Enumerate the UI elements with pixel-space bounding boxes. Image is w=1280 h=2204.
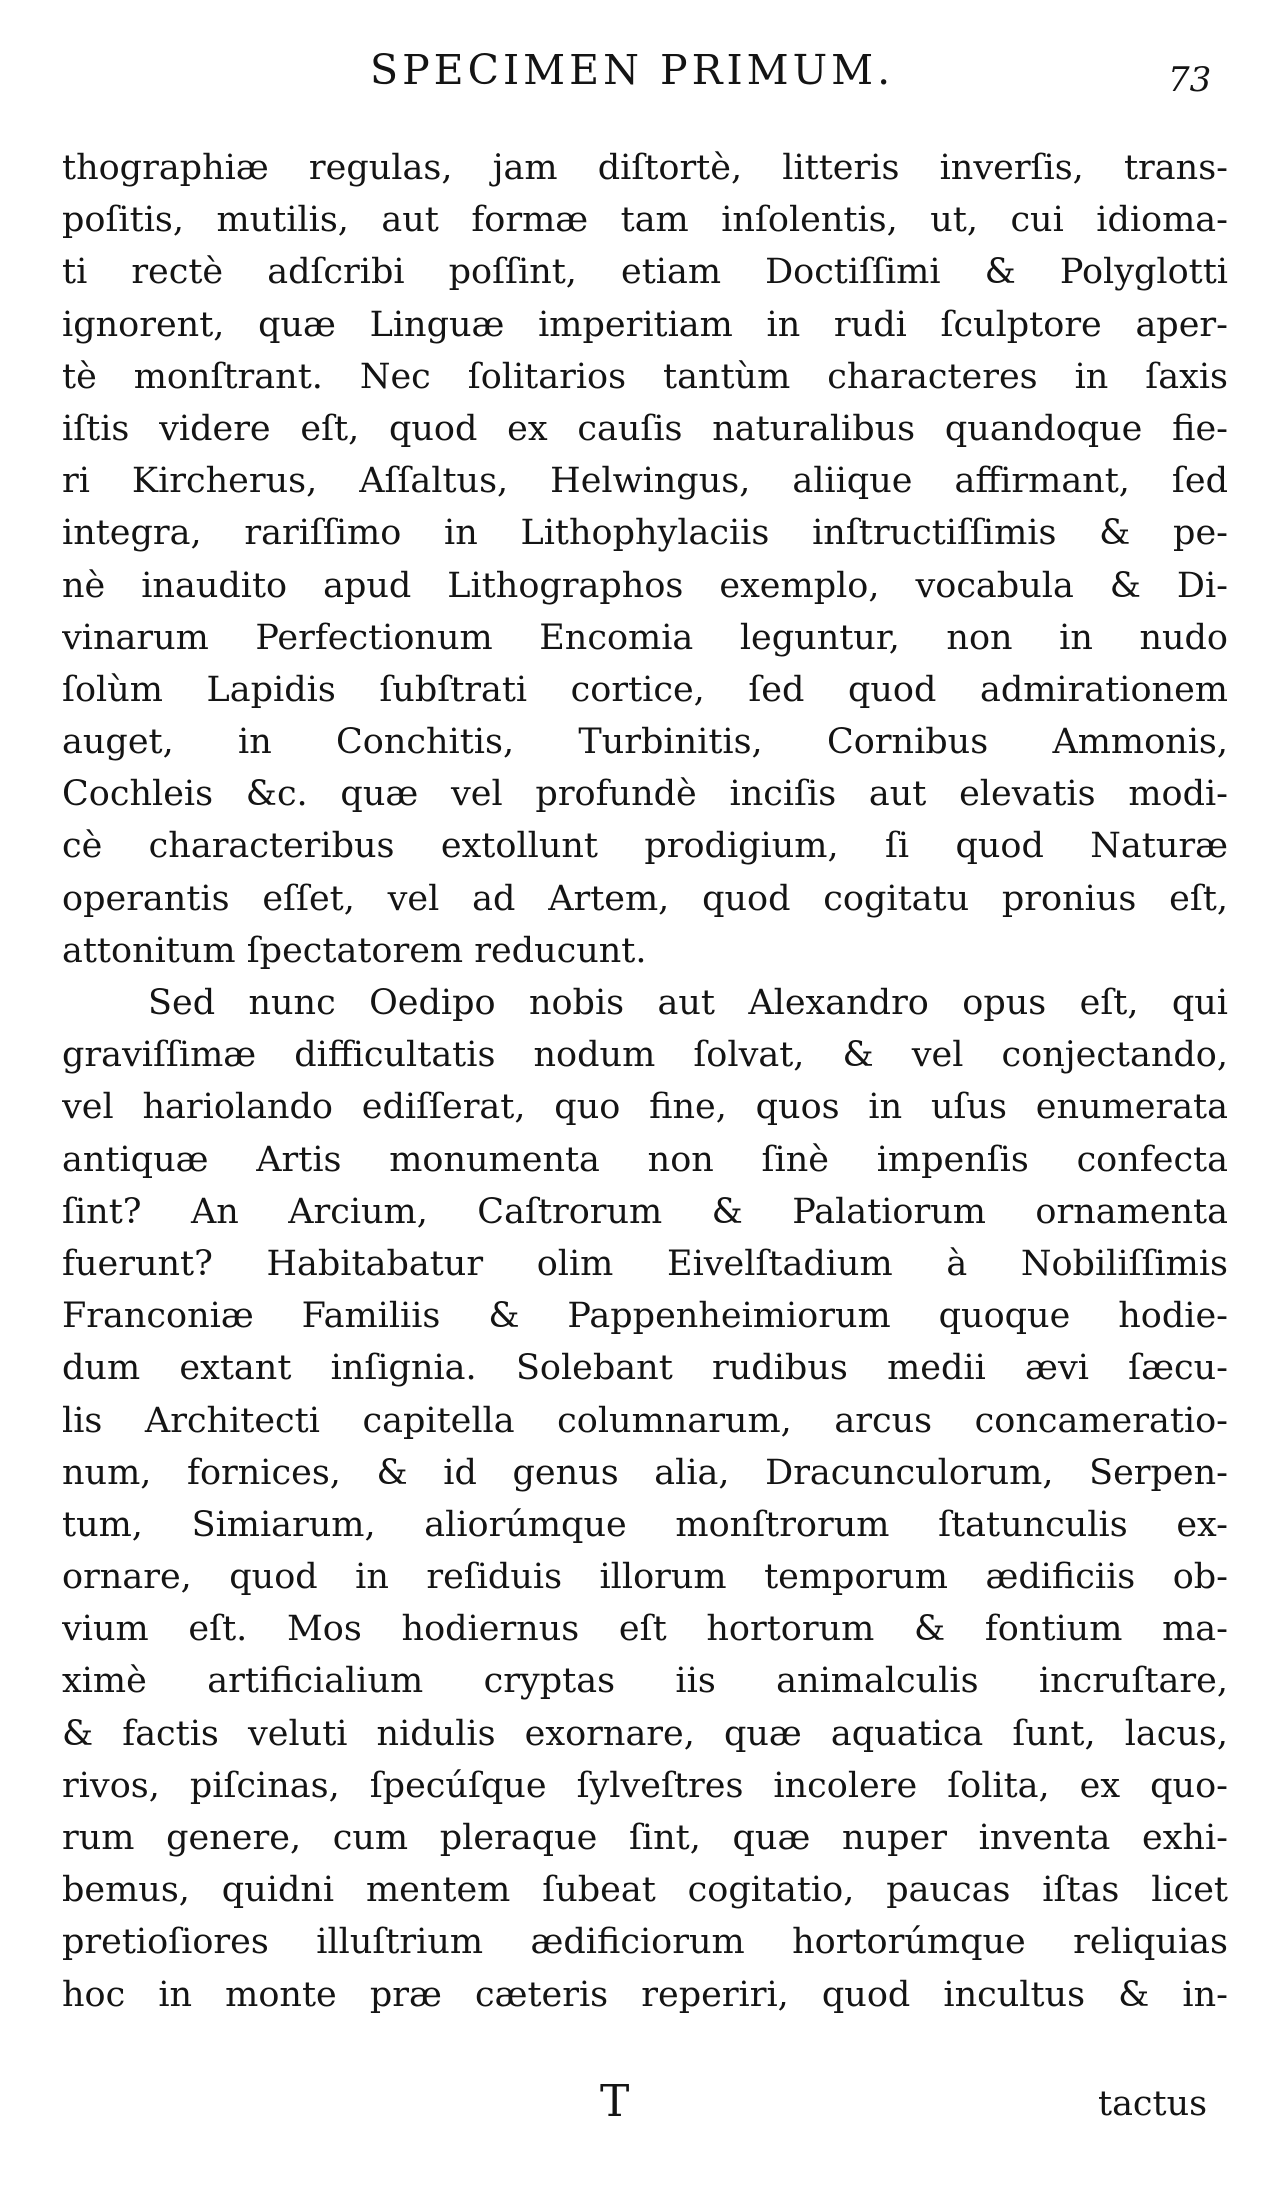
text-line: tum, Simiarum, aliorúmque monſtrorum ſtatunculis ex- <box>62 1504 1228 1545</box>
text-line: lis Architecti capitella columnarum, arcus concameratio- <box>62 1400 1228 1441</box>
text-line: num, fornices, & id genus alia, Dracunculorum, Serpen- <box>62 1452 1228 1493</box>
paragraph <box>62 977 1228 2021</box>
text-line: ti rectè adſcribi poſſint, etiam Doctiſſimi & Polyglotti <box>62 252 1228 293</box>
text-line: Sed nunc Oedipo nobis aut Alexandro opus eſt, qui <box>148 983 1228 1023</box>
text-line: ximè artificialium cryptas iis animalculis incruſtare, <box>62 1661 1228 1702</box>
running-title: SPECIMEN PRIMUM. <box>370 46 895 94</box>
text-line: cè characteribus extollunt prodigium, ſi quod Naturæ <box>62 826 1228 867</box>
text-line: attonitum ſpectatorem reducunt. <box>62 930 647 971</box>
page-header <box>0 46 1280 106</box>
text-line: ſolùm Lapidis ſubſtrati cortice, ſed quod admirationem <box>62 669 1228 710</box>
page-number: 73 <box>1168 60 1212 100</box>
text-line: dum extant inſignia. Solebant rudibus medii ævi ſæcu- <box>62 1348 1228 1389</box>
text-line: rum genere, cum pleraque ſint, quæ nuper inventa exhi- <box>62 1818 1228 1858</box>
text-line: bemus, quidni mentem ſubeat cogitatio, paucas iſtas licet <box>62 1870 1228 1911</box>
text-line: ſint? An Arcium, Caſtrorum & Palatiorum ornamenta <box>62 1191 1228 1232</box>
text-line: ignorent, quæ Linguæ imperitiam in rudi ſculptore aper- <box>62 304 1228 345</box>
page-footer <box>0 2076 1280 2136</box>
catchword: tactus <box>1098 2084 1208 2124</box>
text-line: integra, rariſſimo in Lithophylaciis inſtructiſſimis & pe- <box>62 513 1228 554</box>
text-line: hoc in monte præ cæteris reperiri, quod incultus & in- <box>62 1974 1228 2015</box>
paragraph <box>62 142 1228 977</box>
text-line: graviſſimæ difficultatis nodum ſolvat, & vel conjectando, <box>62 1035 1228 1076</box>
text-line: tè monſtrant. Nec ſolitarios tantùm characteres in ſaxis <box>62 356 1228 397</box>
text-line: operantis eſſet, vel ad Artem, quod cogitatu pronius eſt, <box>62 878 1228 919</box>
text-line: nè inaudito apud Lithographos exemplo, vocabula & Di- <box>62 565 1228 606</box>
text-line: pretioſiores illuſtrium ædificiorum hortorúmque reliquias <box>62 1922 1228 1963</box>
text-line: fuerunt? Habitabatur olim Eivelſtadium à Nobiliſſimis <box>62 1243 1228 1284</box>
text-line: poſitis, mutilis, aut formæ tam inſolentis, ut, cui idioma- <box>62 200 1228 241</box>
text-line: vinarum Perfectionum Encomia leguntur, non in nudo <box>62 617 1228 658</box>
signature-mark: T <box>600 2076 630 2127</box>
body-text <box>62 142 1228 2021</box>
text-line: iſtis videre eſt, quod ex cauſis naturalibus quandoque fie- <box>62 408 1228 449</box>
text-line: thographiæ regulas, jam diſtortè, litteris inverſis, trans- <box>62 148 1228 188</box>
text-line: vium eſt. Mos hodiernus eſt hortorum & fontium ma- <box>62 1609 1228 1650</box>
text-line: antiquæ Artis monumenta non ſinè impenſis confecta <box>62 1139 1228 1180</box>
text-line: ri Kircherus, Aſſaltus, Helwingus, aliique affirmant, ſed <box>62 461 1228 502</box>
text-line: rivos, piſcinas, ſpecúſque ſylveſtres incolere ſolita, ex quo- <box>62 1765 1228 1806</box>
text-line: Franconiæ Familiis & Pappenheimiorum quoque hodie- <box>62 1296 1228 1337</box>
text-line: vel hariolando ediſſerat, quo fine, quos in uſus enumerata <box>62 1087 1228 1128</box>
text-line: & factis veluti nidulis exornare, quæ aquatica ſunt, lacus, <box>62 1713 1228 1754</box>
text-line: ornare, quod in reſiduis illorum temporum ædificiis ob- <box>62 1557 1228 1598</box>
text-line: Cochleis &c. quæ vel profundè inciſis aut elevatis modi- <box>62 774 1228 815</box>
text-line: auget, in Conchitis, Turbinitis, Cornibus Ammonis, <box>62 722 1228 763</box>
